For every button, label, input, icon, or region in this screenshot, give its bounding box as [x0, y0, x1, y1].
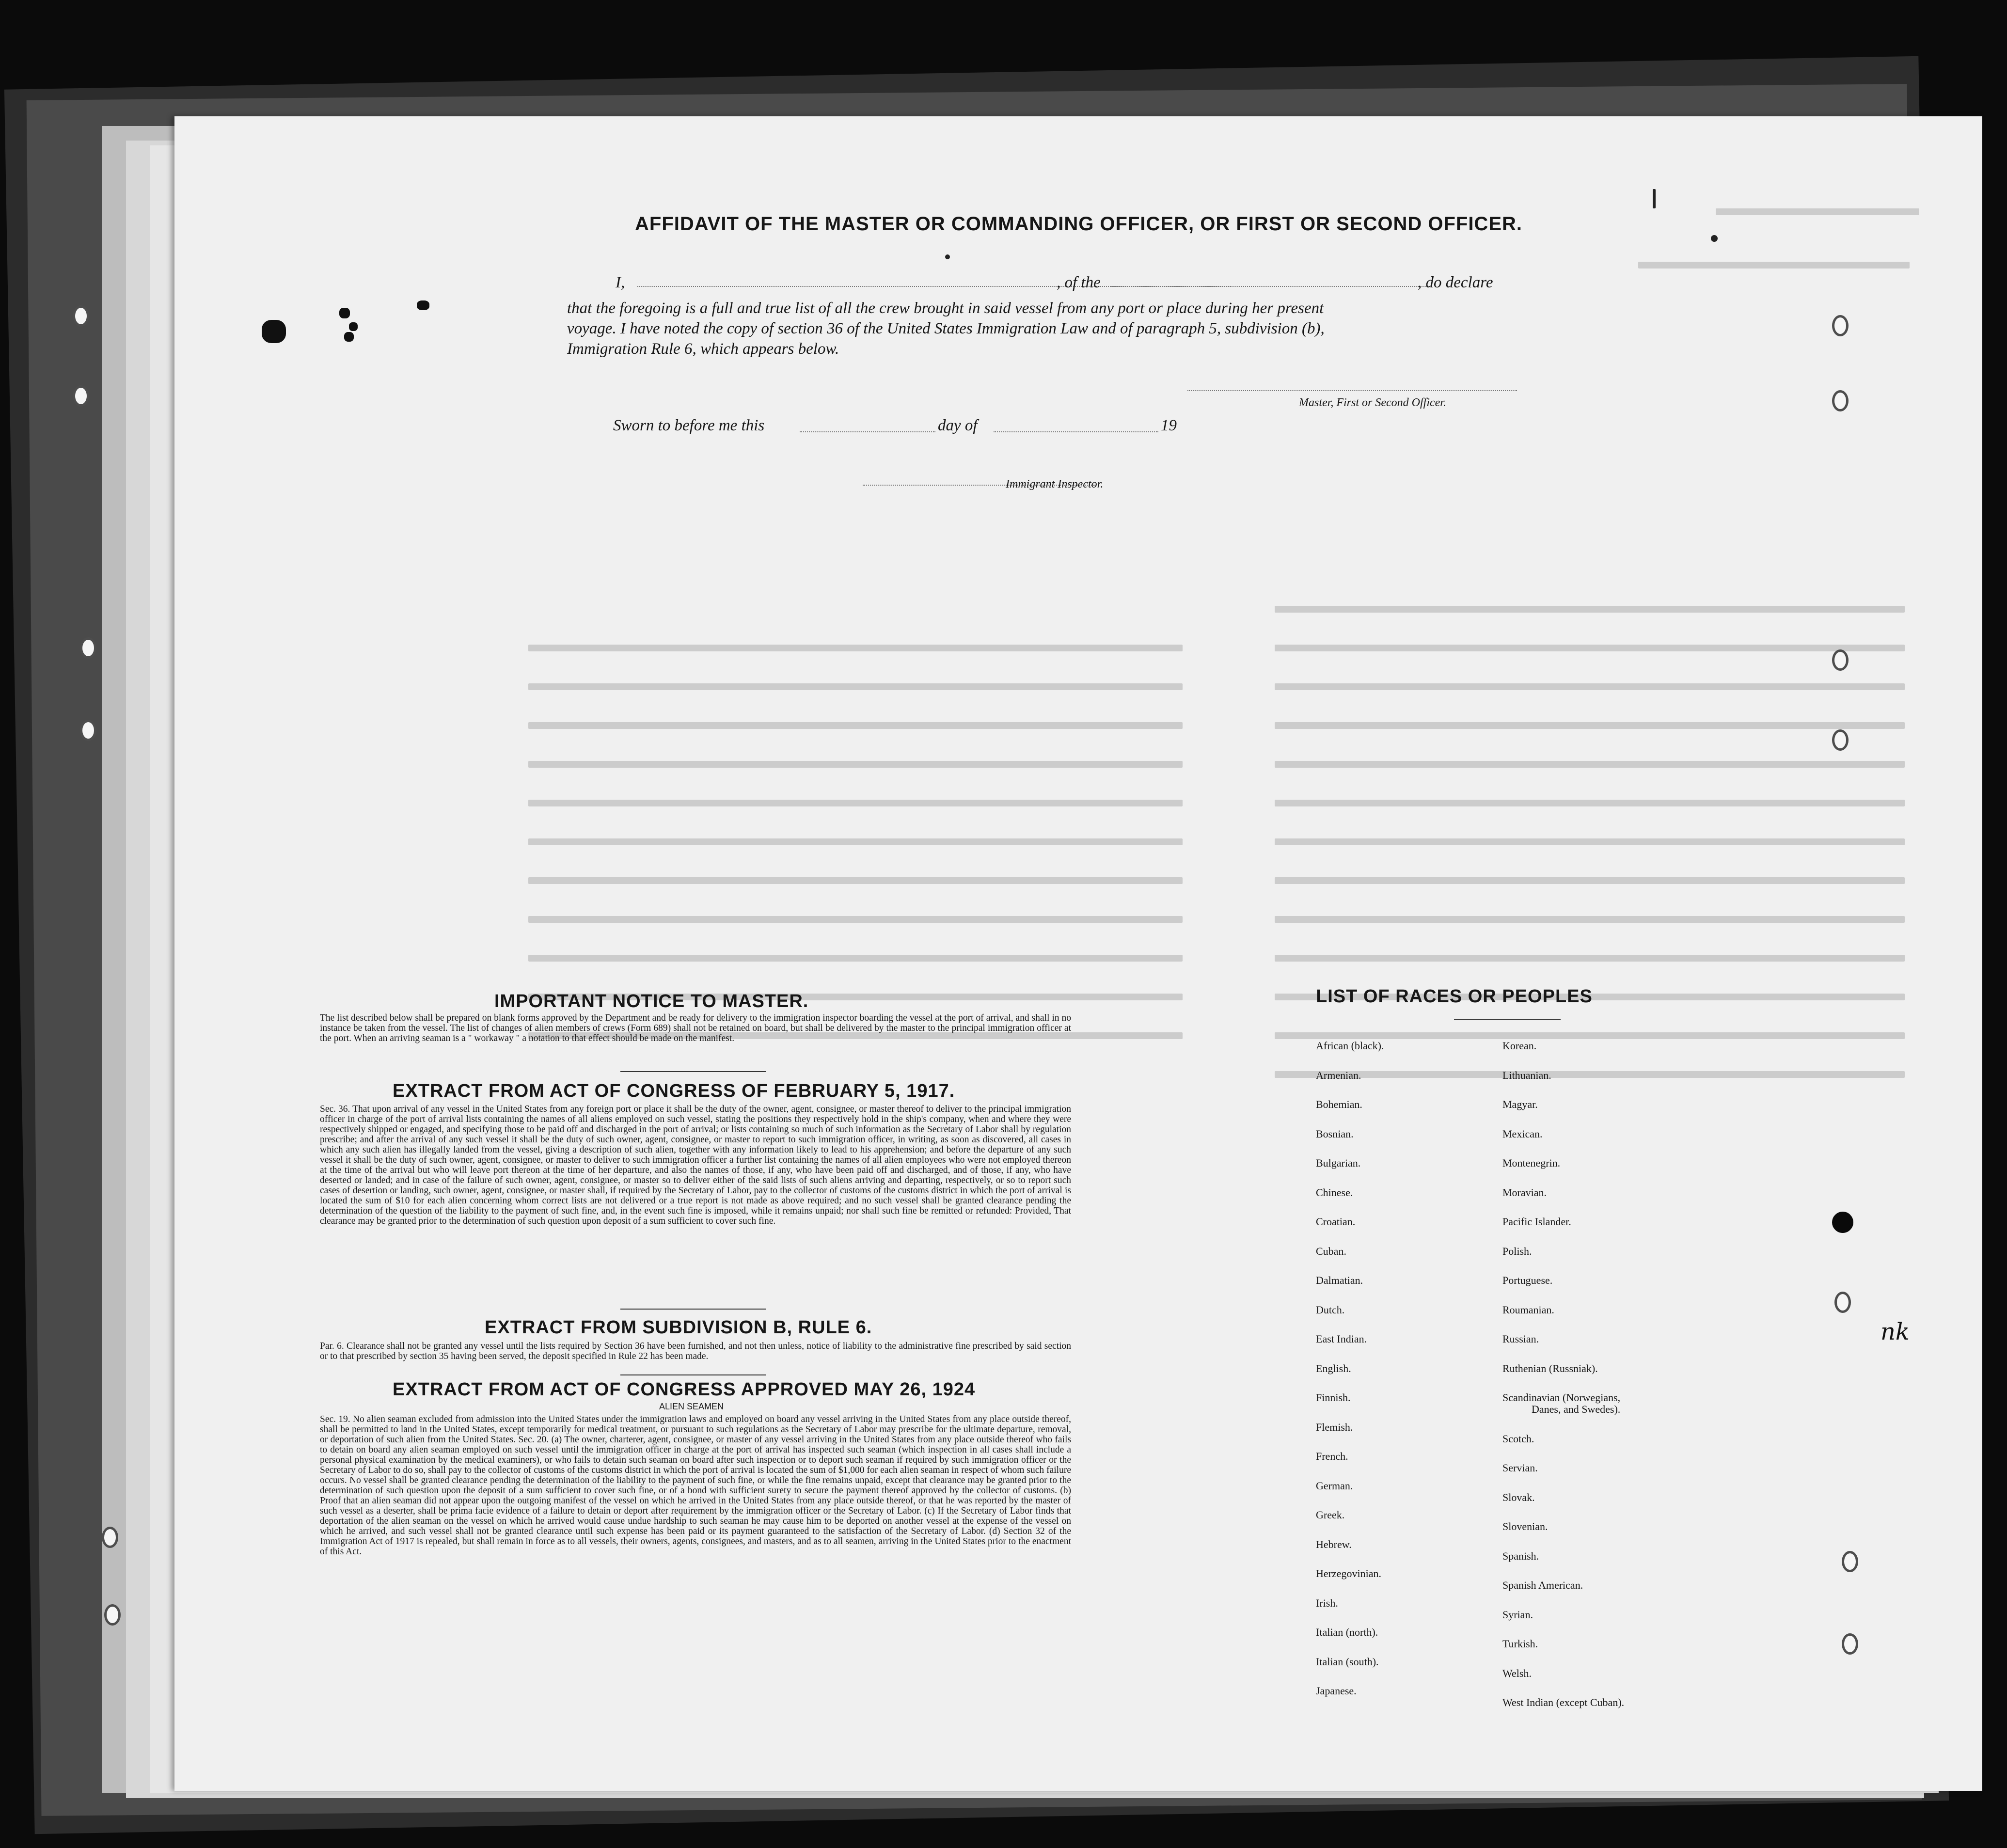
race-item: Scotch. — [1502, 1432, 1534, 1445]
binder-hole — [1832, 1212, 1853, 1233]
inspector-label: Immigrant Inspector. — [1006, 478, 1104, 490]
race-item: Danes, and Swedes). — [1532, 1403, 1621, 1416]
binder-hole — [102, 1527, 118, 1548]
race-item: English. — [1316, 1362, 1351, 1374]
binder-hole — [104, 1604, 121, 1626]
show-through-mark — [1275, 722, 1905, 729]
show-through-mark — [1275, 955, 1905, 962]
race-item: Irish. — [1316, 1596, 1338, 1609]
race-item: East Indian. — [1316, 1333, 1367, 1345]
show-through-mark — [528, 838, 1183, 845]
race-item: Croatian. — [1316, 1216, 1356, 1228]
race-item: Spanish. — [1502, 1549, 1539, 1562]
race-item: Portuguese. — [1502, 1274, 1553, 1286]
ink-blot — [349, 322, 358, 331]
race-item: Dutch. — [1316, 1303, 1345, 1316]
race-item: Moravian. — [1502, 1186, 1547, 1199]
race-item: Welsh. — [1502, 1667, 1532, 1679]
show-through-mark — [528, 645, 1183, 651]
act1924-subtitle: ALIEN SEAMEN — [659, 1402, 724, 1411]
rule6-text: Par. 6. Clearance shall not be granted any vessel until the lists required by Section 36 have been furnished, and not then unless, notice of liability to the administrative fine prescribed by said section or to that prescribed by section 35 having been served, the deposit specified in Rule 22 has been made. — [320, 1341, 1071, 1361]
race-item: Ruthenian (Russniak). — [1502, 1362, 1598, 1374]
pencil-mark — [1653, 189, 1656, 208]
race-item: Italian (south). — [1316, 1655, 1379, 1668]
binder-hole — [1842, 1633, 1858, 1655]
margin-annotation: nk — [1881, 1318, 1910, 1345]
show-through-mark — [1275, 606, 1905, 613]
show-through-mark — [528, 761, 1183, 768]
act1917-text: Sec. 36. That upon arrival of any vessel in the United States from any foreign port or place it shall be the duty of the owner, agent, consignee, or master thereof to deliver to the principal immigration officer in charge of the port of arrival lists containing the names of all aliens employed on such vessel, stating the positions they respectively hold in the ship's company, when and where they were respectively shipped or engaged, and specifying those to be paid off and discharged in the port of arrival; or lists containing so much of such information as the Secretary of Labor shall by regulation prescribe; and after the arrival of any such vessel it shall be the duty of such owner, agent, consignee, or master to report to such immigration officer, in writing, as soon as discovered, all cases in which any such alien has illegally landed from the vessel, giving a description of such alien, together with any information likely to lead to his apprehension; and before the departure of any such vessel it shall be the duty of such owner, agent, consignee, or master to deliver to such immigration officer a further list containing the names of all alien employees who were not employed thereon at the time of the arrival but who will leave port thereon at the time of her departure, and also the names of those, if any, who have been paid off and discharged, and of those, if any, who have deserted or landed; and in case of the failure of such owner, agent, consignee, or master so to deliver either of the said lists of such aliens arriving and departing, respectively, or so to report such cases of desertion or landing, such owner, agent, consignee, or master shall, if required by the Secretary of Labor, pay to the collector of customs of the customs district in which the port of arrival is located the sum of $10 for each alien concerning whom correct lists are not delivered or a true report is not made as above required; and no such vessel shall be granted clearance pending the determination of the question of the liability to the payment of such fine, and, in the event such fine is imposed, while it remains unpaid; nor shall such fine be remitted or refunded: Provided, That clearance may be granted prior to the determination of such question upon deposit of a sum sufficient to cover such fine. — [320, 1104, 1071, 1226]
race-item: Greek. — [1316, 1509, 1345, 1521]
stray-dot — [1711, 235, 1718, 242]
act1917-title: EXTRACT FROM ACT OF CONGRESS OF FEBRUARY 5, 1917. — [393, 1081, 955, 1101]
race-item: Roumanian. — [1502, 1303, 1554, 1316]
race-item: Polish. — [1502, 1245, 1532, 1257]
binder-hole — [73, 305, 89, 327]
race-item: Armenian. — [1316, 1069, 1361, 1081]
day-of-text: day of — [938, 417, 978, 434]
race-item: Magyar. — [1502, 1098, 1538, 1110]
race-item: Korean. — [1502, 1040, 1537, 1052]
race-item: Servian. — [1502, 1462, 1538, 1474]
show-through-mark — [1275, 877, 1905, 884]
manifest-page — [174, 116, 1982, 1791]
sworn-day-blank[interactable] — [800, 431, 935, 432]
year-prefix: 19 — [1161, 417, 1177, 434]
act1924-title: EXTRACT FROM ACT OF CONGRESS APPROVED MAY 26, 1924 — [393, 1379, 976, 1400]
binder-hole — [80, 720, 96, 741]
race-item: Pacific Islander. — [1502, 1216, 1571, 1228]
show-through-mark — [1638, 262, 1910, 269]
divider — [620, 1309, 766, 1310]
show-through-mark — [1275, 838, 1905, 845]
ink-blot — [417, 300, 429, 310]
race-item: Slovak. — [1502, 1491, 1535, 1503]
stray-dot — [945, 254, 950, 259]
affidavit-title: AFFIDAVIT OF THE MASTER OR COMMANDING OFFICER, OR FIRST OR SECOND OFFICER. — [635, 213, 1522, 235]
show-through-mark — [1275, 1032, 1905, 1039]
residence-blank[interactable] — [1110, 286, 1430, 287]
binder-hole — [1832, 315, 1849, 336]
affidavit-line: Immigration Rule 6, which appears below. — [567, 340, 839, 358]
binder-hole — [1834, 1292, 1851, 1313]
race-item: German. — [1316, 1479, 1353, 1492]
race-item: West Indian (except Cuban). — [1502, 1696, 1625, 1709]
divider — [620, 1071, 766, 1072]
show-through-mark — [1275, 800, 1905, 806]
rule6-title: EXTRACT FROM SUBDIVISION B, RULE 6. — [485, 1317, 872, 1338]
notice-title: IMPORTANT NOTICE TO MASTER. — [494, 991, 809, 1011]
race-item: Finnish. — [1316, 1391, 1351, 1404]
show-through-mark — [528, 877, 1183, 884]
show-through-mark — [528, 955, 1183, 962]
master-signature-label: Master, First or Second Officer. — [1299, 396, 1446, 409]
race-item: Bosnian. — [1316, 1127, 1354, 1140]
races-title: LIST OF RACES OR PEOPLES — [1316, 986, 1593, 1007]
race-item: Montenegrin. — [1502, 1157, 1561, 1169]
race-item: Dalmatian. — [1316, 1274, 1363, 1286]
ink-blot — [344, 332, 354, 342]
affidavit-line: that the foregoing is a full and true list of all the crew brought in said vessel from any port or place during her present — [567, 300, 1324, 317]
race-item: Lithuanian. — [1502, 1069, 1551, 1081]
show-through-mark — [1275, 761, 1905, 768]
race-item: Syrian. — [1502, 1608, 1533, 1621]
affidavit-of-the: , of the — [1057, 274, 1101, 291]
affidavit-declare: , do declare — [1418, 274, 1493, 291]
sworn-month-blank[interactable] — [994, 431, 1158, 432]
race-item: Slovenian. — [1502, 1520, 1548, 1533]
sworn-text: Sworn to before me this — [613, 417, 765, 434]
race-item: Cuban. — [1316, 1245, 1346, 1257]
race-item: Hebrew. — [1316, 1538, 1352, 1550]
race-item: Mexican. — [1502, 1127, 1543, 1140]
show-through-mark — [1275, 916, 1905, 923]
race-item: African (black). — [1316, 1040, 1384, 1052]
show-through-mark — [528, 916, 1183, 923]
divider — [620, 1374, 766, 1375]
show-through-mark — [528, 683, 1183, 690]
race-item: Bohemian. — [1316, 1098, 1362, 1110]
race-item: Scandinavian (Norwegians, — [1502, 1391, 1621, 1404]
master-signature-line[interactable] — [1187, 390, 1517, 391]
race-item: Italian (north). — [1316, 1626, 1378, 1638]
notice-text: The list described below shall be prepared on blank forms approved by the Department and be ready for delivery to the immigration inspector boarding the vessel at the port of arrival, and shall in no instance be taken from the vessel. The list of changes of alien members of crews (Form 689) shall not be retained on board, but shall be delivered by the master to the principal immigration officer at the port. When an arriving seaman is a " workaway " a notation to that effect should be made on the manifest. — [320, 1013, 1071, 1043]
ink-blot — [262, 320, 286, 343]
divider — [1454, 1019, 1561, 1020]
race-item: Herzegovinian. — [1316, 1567, 1381, 1579]
ink-blot — [339, 308, 350, 318]
race-item: French. — [1316, 1450, 1348, 1462]
race-item: Bulgarian. — [1316, 1157, 1361, 1169]
binder-hole — [1832, 390, 1849, 411]
race-item: Chinese. — [1316, 1186, 1353, 1199]
show-through-mark — [1275, 1071, 1905, 1078]
race-item: Russian. — [1502, 1333, 1539, 1345]
show-through-mark — [1275, 683, 1905, 690]
race-item: Spanish American. — [1502, 1579, 1583, 1592]
show-through-mark — [528, 800, 1183, 806]
race-item: Japanese. — [1316, 1685, 1357, 1697]
show-through-mark — [1275, 645, 1905, 651]
affidavit-pronoun: I, — [616, 274, 625, 291]
binder-hole — [80, 637, 96, 659]
binder-hole — [1842, 1551, 1858, 1572]
binder-hole — [1832, 729, 1849, 751]
binder-hole — [73, 385, 89, 407]
race-item: Flemish. — [1316, 1421, 1353, 1433]
show-through-mark — [1716, 208, 1919, 215]
binder-hole — [1832, 649, 1849, 671]
show-through-mark — [528, 722, 1183, 729]
affidavit-line: voyage. I have noted the copy of section 36 of the United States Immigration Law and of paragraph 5, subdivision (b), — [567, 320, 1325, 337]
act1924-text: Sec. 19. No alien seaman excluded from admission into the United States under the immigration laws and employed on board any vessel arriving in the United States from any place outside thereof, shall be permitted to land in the United States, except temporarily for medical treatment, or pursuant to such regulations as the Secretary of Labor may prescribe for the ultimate departure, removal, or deportation of such alien from the United States. Sec. 20. (a) The owner, charterer, agent, consignee, or master of any vessel arriving in the United States from any place outside thereof who fails to detain on board any alien seaman employed on such vessel until the immigration officer in charge at the port of arrival has inspected such seaman (which inspection in all cases shall include a personal physical examination by the medical examiners), or who fails to detain such seaman on board after such inspection or to deport such seaman if required by such immigration officer or the Secretary of Labor to do so, shall pay to the collector of customs of the customs district in which the port of arrival is located the sum of $1,000 for each alien seaman in respect of whom such failure occurs. No vessel shall be granted clearance pending the determination of the liability to the payment of such fine, or while the fine remains unpaid, except that clearance may be granted prior to the determination of such question upon the deposit of a sum sufficient to cover such fine, or of a bond with sufficient surety to secure the payment thereof approved by the collector of customs. (b) Proof that an alien seaman did not appear upon the outgoing manifest of the vessel on which he arrived in the United States from any place outside thereof, or that he was reported by the master of such vessel as a deserter, shall be prima facie evidence of a failure to detain or deport after requirement by the immigration officer or the Secretary of Labor. (c) If the Secretary of Labor finds that deportation of the alien seaman on the vessel on which he arrived would cause undue hardship to such seaman he may cause him to be deported on another vessel at the expense of the vessel on which he arrived, and such vessel shall not be granted clearance until such expense has been paid or its payment guaranteed to the satisfaction of the Secretary of Labor. (d) Section 32 of the Immigration Act of 1917 is repealed, but shall remain in force as to all vessels, their owners, agents, consignees, and masters, and as to all seamen, arriving in the United States prior to the enactment of this Act. — [320, 1414, 1071, 1557]
race-item: Turkish. — [1502, 1638, 1538, 1650]
